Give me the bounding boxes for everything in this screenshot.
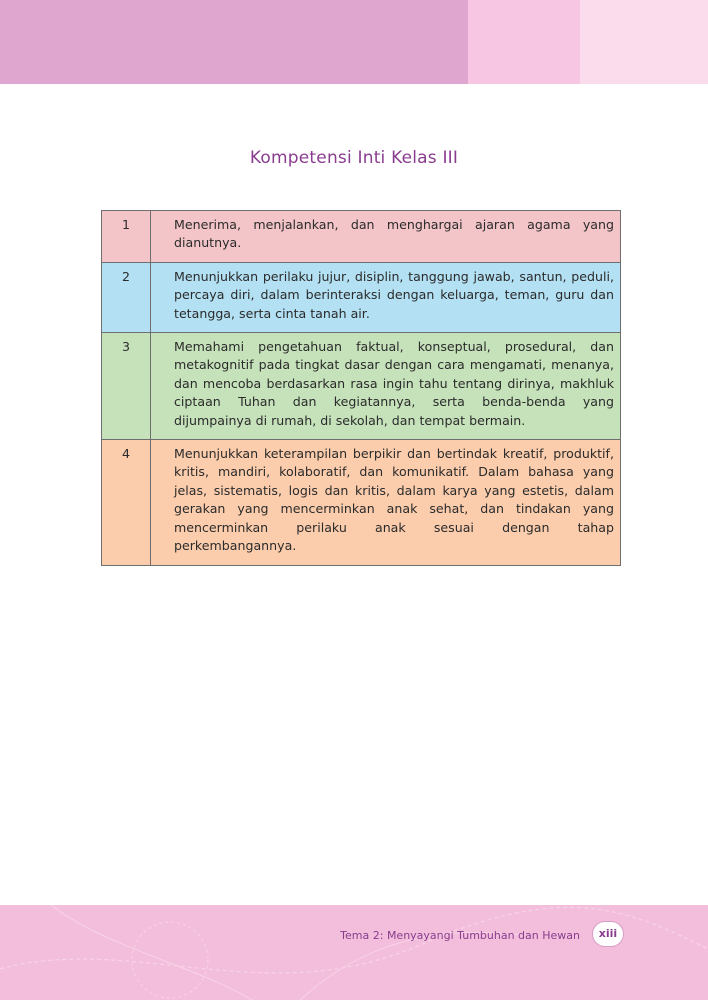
footer-decoration	[0, 905, 708, 1000]
table-row	[102, 333, 621, 440]
table-row	[102, 262, 621, 332]
competency-number: 1	[102, 211, 151, 263]
competency-number: 4	[102, 440, 151, 565]
competency-number: 2	[102, 262, 151, 332]
competency-text: Menunjukkan perilaku jujur, disiplin, tanggung jawab, santun, peduli, percaya diri, dalam berinteraksi dengan keluarga, teman, guru dan tetangga, serta cinta tanah air.	[151, 262, 621, 332]
competency-text: Menerima, menjalankan, dan menghargai ajaran agama yang dianutnya.	[151, 211, 621, 263]
table-row	[102, 440, 621, 565]
page-title: Kompetensi Inti Kelas III	[249, 148, 459, 168]
header-band-right	[580, 0, 708, 84]
header-band-middle	[468, 0, 580, 84]
competency-text: Menunjukkan keterampilan berpikir dan bertindak kreatif, produktif, kritis, mandiri, kolaboratif, dan komunikatif. Dalam bahasa yang jelas, sistematis, logis dan kritis, dalam karya yang estetis, dalam gerakan yang mencerminkan anak sehat, dan tindakan yang mencerminkan perilaku anak sesuai dengan tahap perkembangannya.	[151, 440, 621, 565]
competency-text: Memahami pengetahuan faktual, konseptual, prosedural, dan metakognitif pada tingkat dasar dengan cara mengamati, menanya, dan mencoba berdasarkan rasa ingin tahu tentang dirinya, makhluk ciptaan Tuhan dan kegiatannya, serta benda-benda yang dijumpainya di rumah, di sekolah, dan tempat bermain.	[151, 333, 621, 440]
footer-theme: Tema 2: Menyayangi Tumbuhan dan Hewan	[340, 929, 580, 942]
table-row	[102, 211, 621, 263]
competency-number: 3	[102, 333, 151, 440]
footer-band	[0, 905, 708, 1000]
header-band-left	[0, 0, 468, 84]
competency-table	[101, 210, 621, 566]
page-number: xiii	[592, 921, 624, 947]
